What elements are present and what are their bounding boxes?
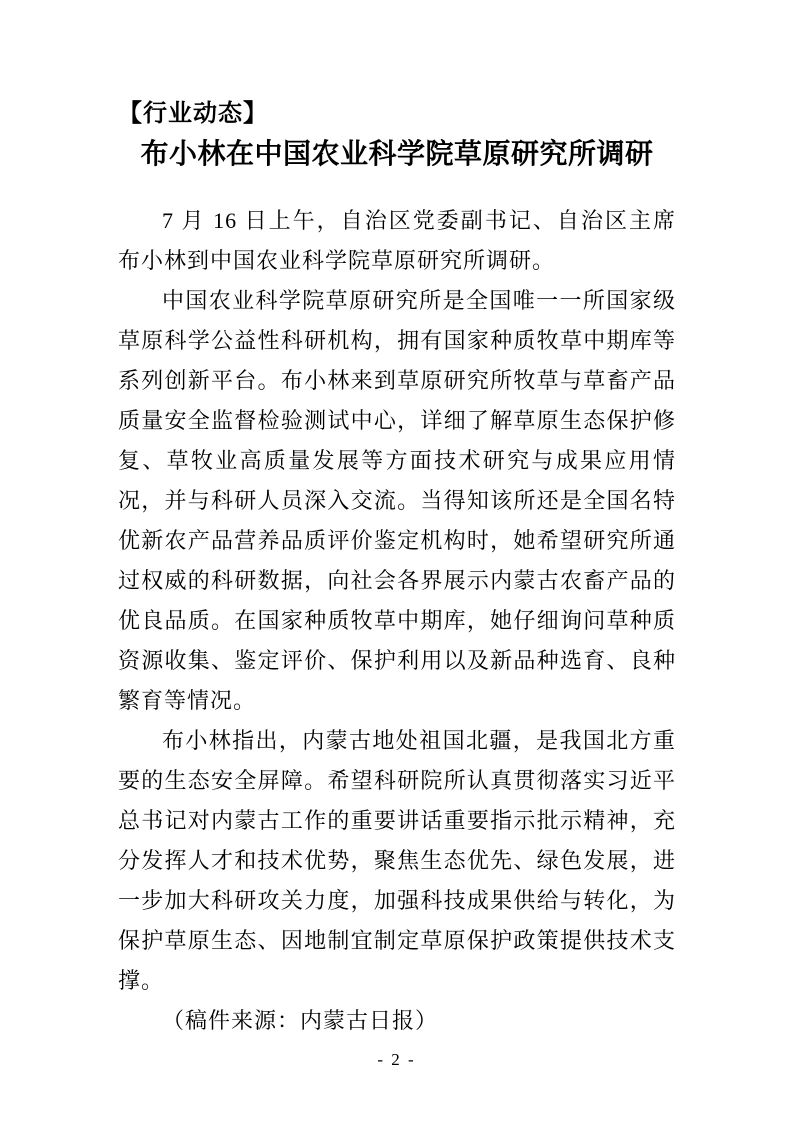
body-paragraph: 中国农业科学院草原研究所是全国唯一一所国家级草原科学公益性科研机构，拥有国家种质牧草中期库等系列创新平台。布小林来到草原研究所牧草与草畜产品质量安全监督检验测试中心，详细了解草原生态保护修复、草牧业高质量发展等方面技术研究与成果应用情况，并与科研人员深入交流。当得知该所还是全国名特优新农产品营养品质评价鉴定机构时，她希望研究所通过权威的科研数据，向社会各界展示内蒙古农畜产品的优良品质。在国家种质牧草中期库，她仔细询问草种质资源收集、鉴定评价、保护利用以及新品种选育、良种繁育等情况。 <box>118 288 676 713</box>
article-title: 布小林在中国农业科学院草原研究所调研 <box>140 139 654 170</box>
page-number: - 2 - <box>377 1050 416 1069</box>
source-attribution: （稿件来源：内蒙古日报） <box>162 1008 439 1033</box>
article-body <box>118 201 676 1041</box>
body-paragraph: 7 月 16 日上午，自治区党委副书记、自治区主席布小林到中国农业科学院草原研究所调研。 <box>118 208 676 273</box>
body-paragraph: 布小林指出，内蒙古地处祖国北疆，是我国北方重要的生态安全屏障。希望科研院所认真贯彻落实习近平总书记对内蒙古工作的重要讲话重要指示批示精神，充分发挥人才和技术优势，聚焦生态优先、绿色发展，进一步加大科研攻关力度，加强科技成果供给与转化，为保护草原生态、因地制宜制定草原保护政策提供技术支撑。 <box>118 728 676 993</box>
document-content <box>118 99 676 1041</box>
section-header: 【行业动态】 <box>118 100 268 127</box>
